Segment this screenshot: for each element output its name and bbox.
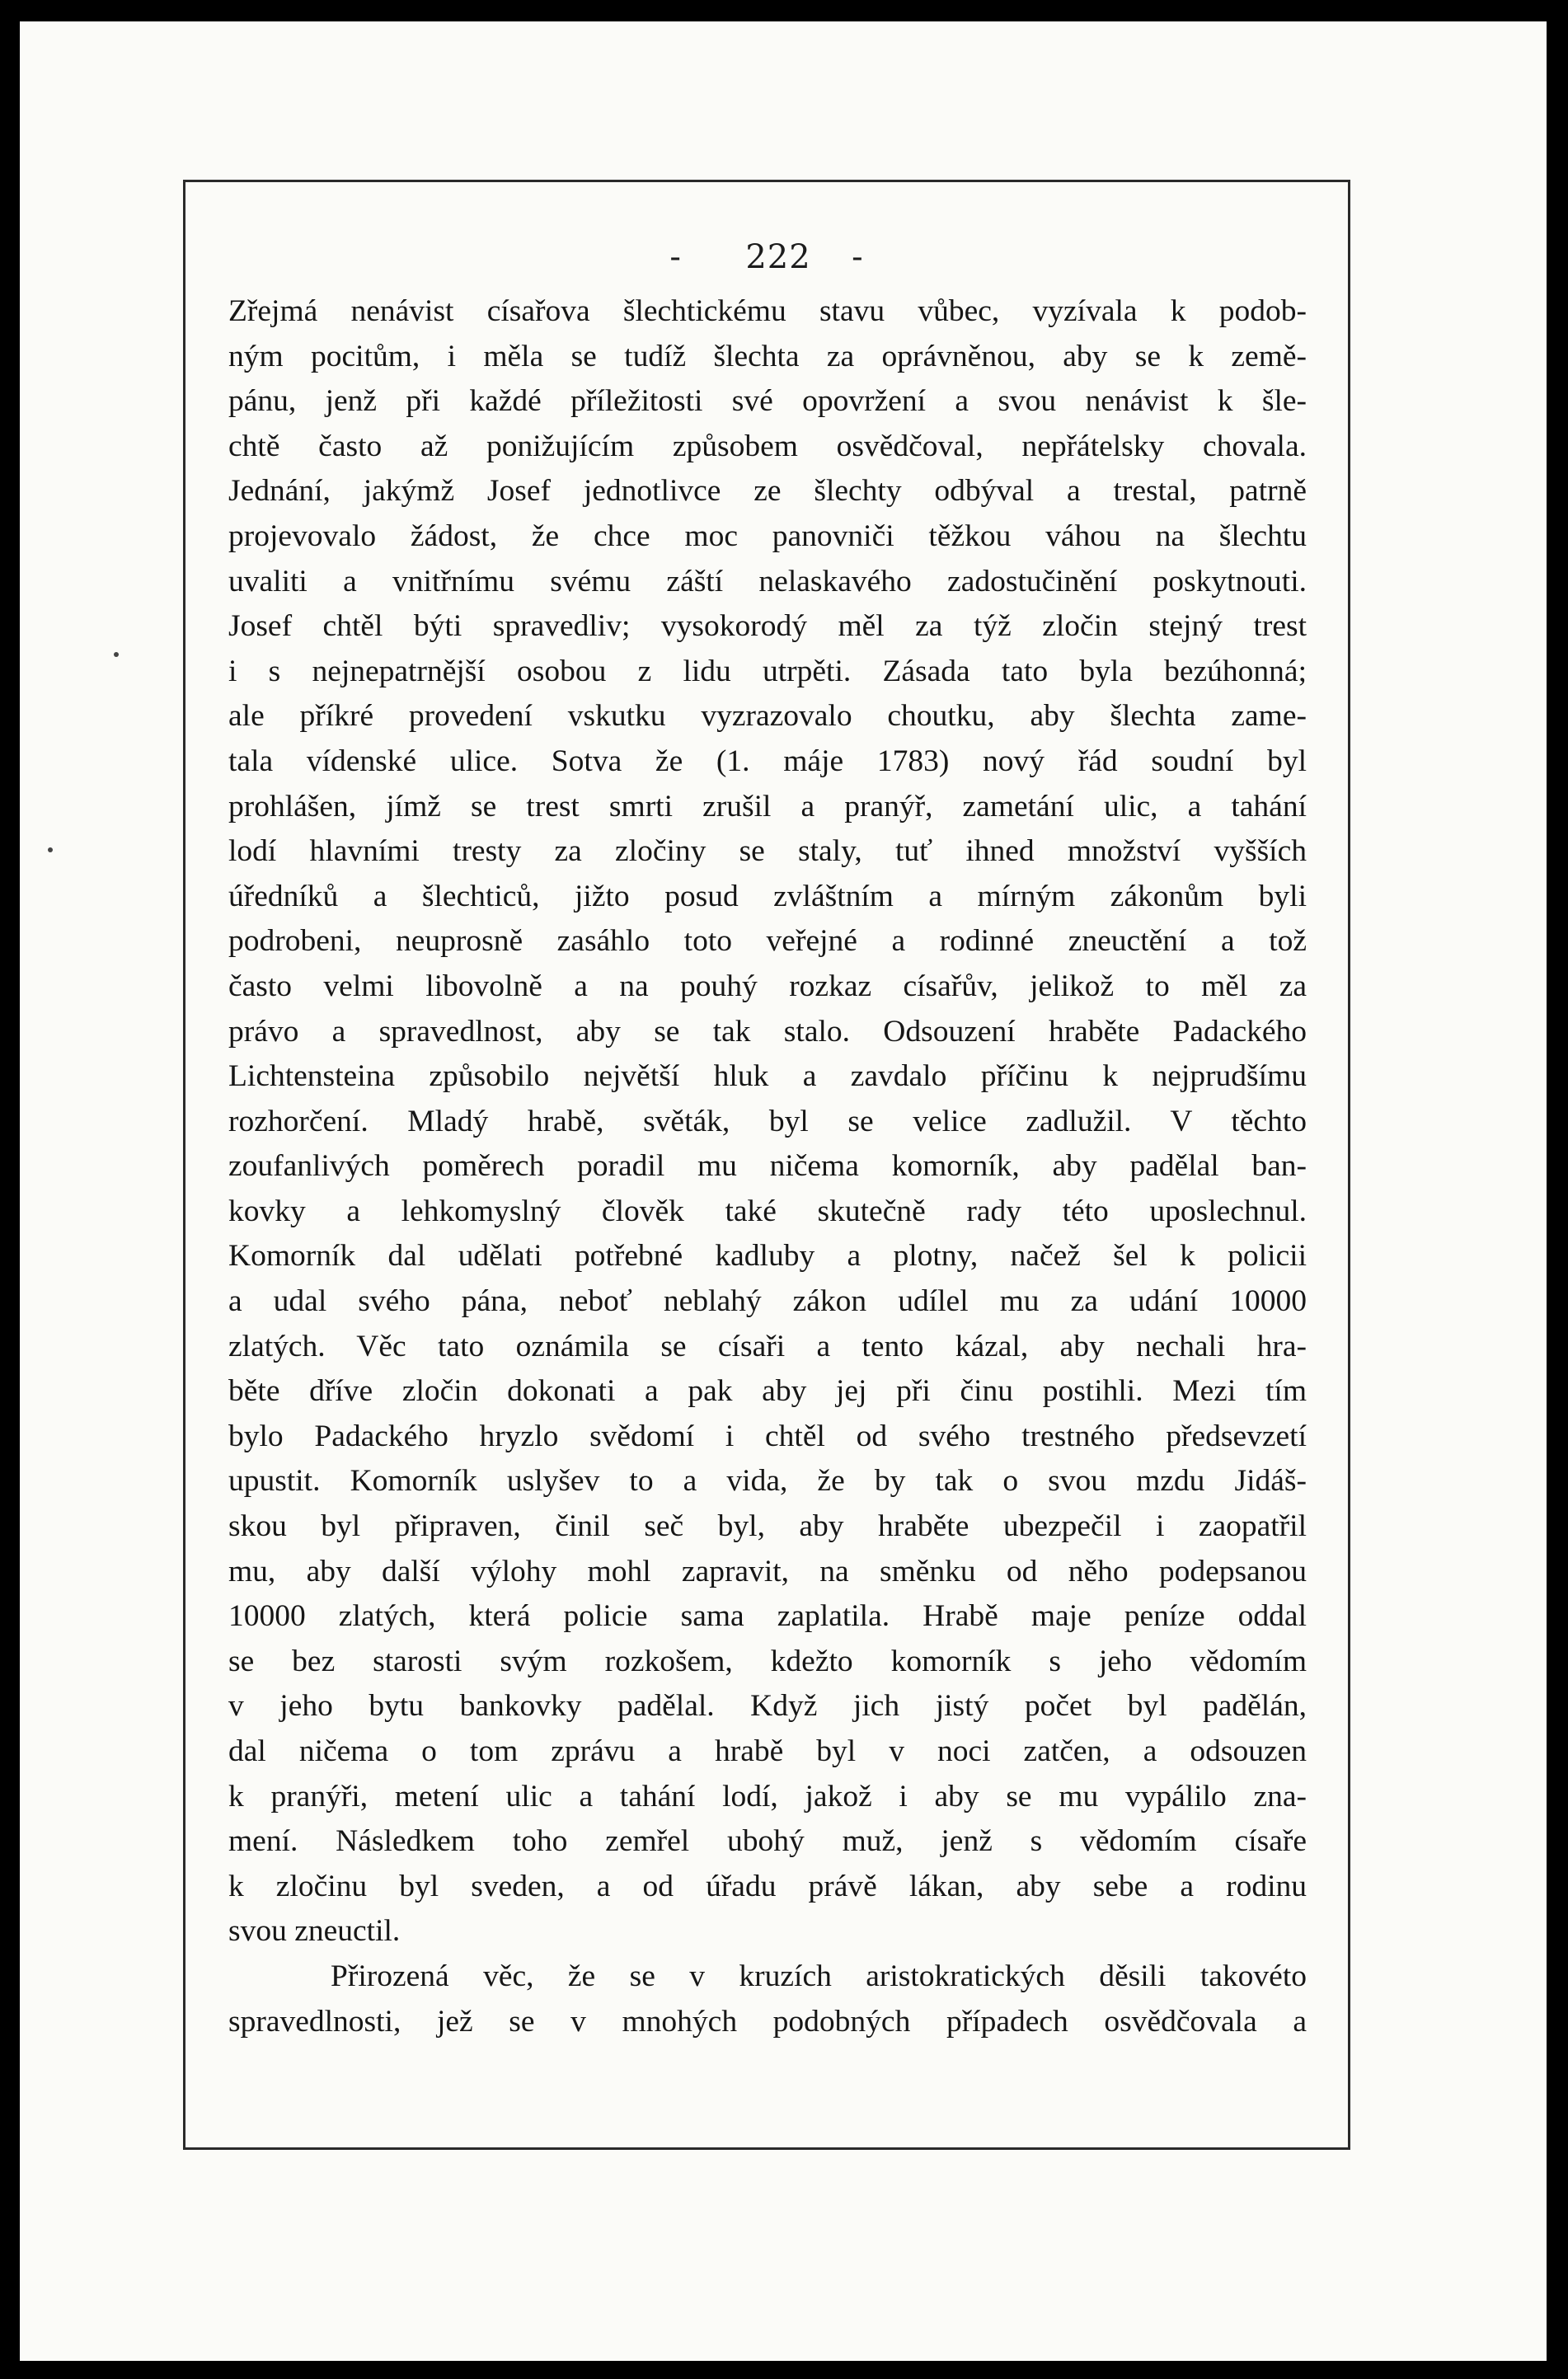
body-text [228, 289, 1307, 2044]
paper-speck [114, 652, 119, 657]
paper-speck [48, 847, 53, 852]
text-line: kovky a lehkomyslný člověk také skutečně rady této uposlechnul. [228, 1194, 1307, 1228]
text-line: projevovalo žádost, že chce moc panovniči těžkou váhou na šlechtu [228, 518, 1307, 553]
text-line: mení. Následkem toho zemřel ubohý muž, jenž s vědomím císaře [228, 1824, 1307, 1859]
text-line: podrobeni, neuprosně zasáhlo toto veřejné a rodinné zneuctění a tož [228, 924, 1307, 959]
text-line: tala vídenské ulice. Sotva že (1. máje 1783) nový řád soudní byl [228, 744, 1307, 778]
page-number-value: 222 [745, 238, 811, 276]
text-line: skou byl připraven, činil seč byl, aby hraběte ubezpečil i zaopatřil [228, 1509, 1307, 1544]
text-line: často velmi libovolně a na pouhý rozkaz císařův, jelikož to měl za [228, 969, 1307, 1003]
text-line: mu, aby další výlohy mohl zapravit, na směnku od něho podepsanou [228, 1554, 1307, 1588]
text-line: Lichtensteina způsobilo největší hluk a zavdalo příčinu k nejprudšímu [228, 1059, 1307, 1094]
text-line: k zločinu byl sveden, a od úřadu právě lákan, aby sebe a rodinu [228, 1869, 1307, 1903]
text-line: Jednání, jakýmž Josef jednotlivce ze šlechty odbýval a trestal, patrně [228, 474, 1307, 509]
text-line: dal ničema o tom zprávu a hrabě byl v noci zatčen, a odsouzen [228, 1734, 1307, 1768]
text-line: ale příkré provedení vskutku vyzrazovalo choutku, aby šlechta zame- [228, 699, 1307, 734]
paragraph [228, 1954, 1307, 2044]
text-line: spravedlnosti, jež se v mnohých podobných případech osvědčovala a [228, 2004, 1307, 2039]
page-number-dash-left: - [669, 238, 682, 276]
text-line: 10000 zlatých, která policie sama zaplatila. Hrabě maje peníze oddal [228, 1599, 1307, 1634]
text-line: právo a spravedlnost, aby se tak stalo. Odsouzení hraběte Padackého [228, 1014, 1307, 1049]
text-frame [183, 180, 1350, 2150]
text-line: v jeho bytu bankovky padělal. Když jich jistý počet byl padělán, [228, 1689, 1307, 1724]
text-line: svou zneuctil. [228, 1914, 401, 1949]
text-line: k pranýři, metení ulic a tahání lodí, jakož i aby se mu vypálilo zna- [228, 1779, 1307, 1814]
text-line: úředníků a šlechticů, jižto posud zvláštním a mírným zákonům byli [228, 879, 1307, 913]
book-page [20, 21, 1547, 2361]
text-line: chtě často až ponižujícím způsobem osvědčoval, nepřátelsky chovala. [228, 429, 1307, 463]
text-line: zlatých. Věc tato oznámila se císaři a tento kázal, aby nechali hra- [228, 1329, 1307, 1363]
text-line: prohlášen, jímž se trest smrti zrušil a pranýř, zametání ulic, a tahání [228, 789, 1307, 824]
text-line: Komorník dal udělati potřebné kadluby a plotny, načež šel k policii [228, 1239, 1307, 1274]
text-line: se bez starosti svým rozkošem, kdežto komorník s jeho vědomím [228, 1644, 1307, 1678]
page-number [185, 238, 1348, 276]
text-line: i s nejnepatrnější osobou z lidu utrpěti. Zásada tato byla bezúhonná; [228, 654, 1307, 688]
text-line: bylo Padackého hryzlo svědomí i chtěl od svého trestného předsevzetí [228, 1419, 1307, 1453]
text-line: lodí hlavními tresty za zločiny se staly, tuť ihned množství vyšších [228, 834, 1307, 869]
text-line: zoufanlivých poměrech poradil mu ničema komorník, aby padělal ban- [228, 1149, 1307, 1184]
text-line: uvaliti a vnitřnímu svému záští nelaskavého zadostučinění poskytnouti. [228, 564, 1307, 598]
text-line: upustit. Komorník uslyšev to a vida, že by tak o svou mzdu Jidáš- [228, 1464, 1307, 1499]
text-line: Josef chtěl býti spravedliv; vysokorodý měl za týž zločin stejný trest [228, 609, 1307, 644]
text-line: rozhorčení. Mladý hrabě, světák, byl se velice zadlužil. V těchto [228, 1104, 1307, 1138]
page-number-dash-right: - [852, 238, 864, 276]
text-line: a udal svého pána, neboť neblahý zákon udílel mu za udání 10000 [228, 1284, 1307, 1319]
text-line: Zřejmá nenávist císařova šlechtickému stavu vůbec, vyzívala k podob- [228, 294, 1307, 328]
text-line: Přirozená věc, že se v kruzích aristokratických děsili takovéto [331, 1959, 1307, 1993]
text-line: ným pocitům, i měla se tudíž šlechta za oprávněnou, aby se k země- [228, 339, 1307, 373]
paragraph [228, 289, 1307, 1954]
text-line: běte dříve zločin dokonati a pak aby jej při činu postihli. Mezi tím [228, 1374, 1307, 1409]
text-line: pánu, jenž při každé příležitosti své opovržení a svou nenávist k šle- [228, 384, 1307, 419]
